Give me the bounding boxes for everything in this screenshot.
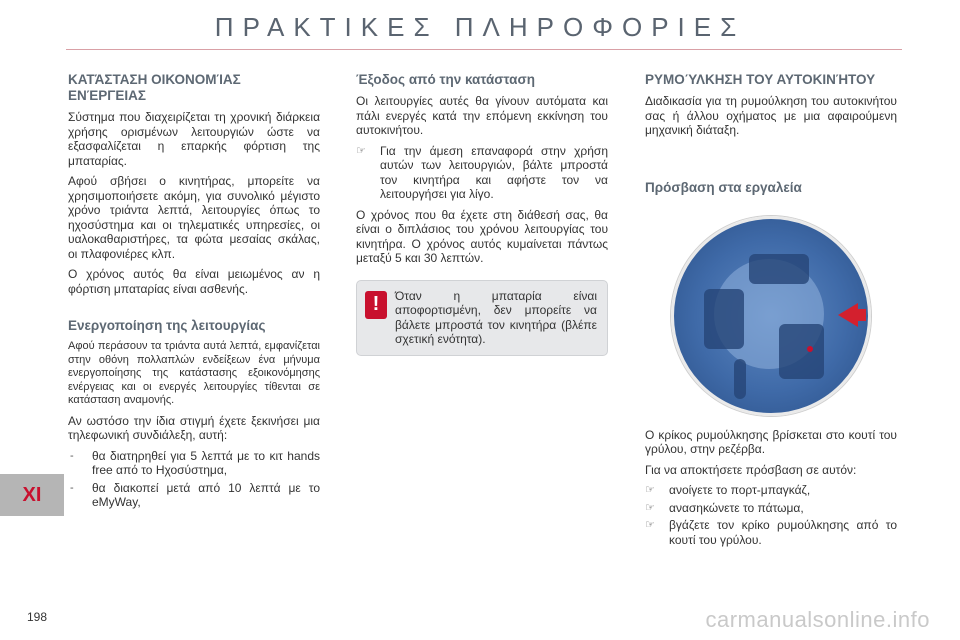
- list-item: [68, 449, 320, 478]
- column-energy-saving: [68, 72, 320, 510]
- section-heading-towing: ΡΥΜΟΎΛΚΗΣΗ ΤΟΥ ΑΥΤΟΚΙΝΉΤΟΥ: [645, 72, 876, 87]
- exclamation-warning-icon: !: [365, 291, 387, 319]
- paragraph: Ο χρόνος που θα έχετε στη διάθεσή σας, θα είναι ο διπλάσιος του χρόνου λειτουργίας του κινητήρα. Ο χρόνος αυτός κυμαίνεται πάντως μεταξύ 5 και 30 λεπτών.: [356, 207, 608, 265]
- paragraph: Ο κρίκος ρυμούλκησης βρίσκεται στο κουτί του γρύλου, στην ρεζέρβα.: [645, 427, 897, 456]
- column-towing: [645, 72, 897, 547]
- warning-box: [356, 280, 608, 356]
- pointing-hand-icon: ☞: [645, 484, 655, 496]
- tool-compartment: [749, 254, 809, 284]
- page-number: 198: [27, 610, 48, 624]
- list-item: [645, 501, 897, 516]
- paragraph: Αφού σβήσει ο κινητήρας, μπορείτε να χρησιμοποιήσετε ακόμη, για συνολικό μέγιστο χρόνο τριάντα λεπτά, λειτουργίες όπως το ηχοσύστημα και οι τηλεματικές υπηρεσίες, οι υαλοκαθαριστήρες, τα φώτα μεσαίας σκάλας, οι πλαφονιέρες κλπ.: [68, 174, 320, 261]
- list-item: [68, 481, 320, 510]
- jack-compartment: [704, 289, 744, 349]
- pointing-hand-icon: ☞: [356, 144, 366, 157]
- paragraph: Οι λειτουργίες αυτές θα γίνουν αυτόματα και πάλι ενεργές κατά την επόμενη εκκίνηση του αυτοκινήτου.: [356, 94, 608, 137]
- paragraph: Σύστημα που διαχειρίζεται τη χρονική διάρκεια χρήσης ορισμένων λειτουργιών ώστε να εξασφαλίζεται η επαρκής φόρτιση της μπαταρίας.: [68, 110, 320, 168]
- list-item: [645, 518, 897, 547]
- wheel-brace: [734, 359, 746, 399]
- section-heading-energy-saving: ΚΑΤΆΣΤΑΣΗ ΟΙΚΟΝΟΜΊΑΣ ΕΝΈΡΓΕΙΑΣ: [68, 72, 241, 103]
- list-item-text: ανασηκώνετε το πάτωμα,: [669, 500, 804, 515]
- list-item-text: ανοίγετε το πορτ-μπαγκάζ,: [669, 483, 811, 497]
- list-item-text: θα διατηρηθεί για 5 λεπτά με το κιτ hands free από το Ηχοσύστημα,: [92, 448, 320, 477]
- watermark: carmanualsonline.info: [705, 607, 930, 632]
- tool-access-steps-list: [645, 483, 897, 547]
- section-heading-tool-access: Πρόσβαση στα εργαλεία: [645, 179, 802, 195]
- column-exit-mode: [356, 72, 608, 356]
- call-behaviour-list: [68, 449, 320, 510]
- dash-marker: -: [70, 449, 74, 462]
- list-item: [645, 483, 897, 498]
- list-item: [356, 144, 608, 202]
- paragraph: Αν ωστόσο την ίδια στιγμή έχετε ξεκινήσει μια τηλεφωνική συνδιάλεξη, αυτή:: [68, 413, 320, 442]
- title-divider: [66, 49, 902, 50]
- pointing-hand-icon: ☞: [645, 519, 655, 531]
- paragraph: Ο χρόνος αυτός θα είναι μειωμένος αν η φόρτιση μπαταρίας είναι ασθενής.: [68, 267, 320, 296]
- page-title: ΠΡΑΚΤΙΚΕΣ ΠΛΗΡΟΦΟΡΙΕΣ: [214, 12, 746, 42]
- list-item-text: θα διακοπεί μετά από 10 λεπτά με το eMyWay,: [92, 480, 320, 509]
- chapter-tab: XI: [0, 474, 64, 516]
- paragraph: Αφού περάσουν τα τριάντα αυτά λεπτά, εμφανίζεται στην οθόνη πολλαπλών ενδείξεων ένα μήνυμα ενεργοποίησης της κατάστασης εξοικονόμησης ενέργειας και οι ενεργές λειτουργίες τίθενται σε κατάσταση αναμονής.: [68, 340, 320, 406]
- warning-text: Όταν η μπαταρία είναι αποφορτισμένη, δεν μπορείτε να βάλετε μπροστά τον κινητήρα (βλέπε σχετική ενότητα).: [395, 288, 597, 346]
- dash-marker: -: [70, 481, 74, 494]
- list-item-text: Για την άμεση επαναφορά στην χρήση αυτών των λειτουργιών, βάλτε μπροστά τον κινητήρα και αφήστε τον να λειτουργήσει για λίγο.: [380, 143, 608, 201]
- list-item-text: βγάζετε τον κρίκο ρυμούλκησης από το κουτί του γρύλου.: [669, 518, 897, 547]
- pointing-hand-icon: ☞: [645, 501, 655, 514]
- exit-instructions-list: [356, 144, 608, 202]
- red-marker: [807, 346, 813, 352]
- section-heading-activation: Ενεργοποίηση της λειτουργίας: [68, 318, 266, 333]
- section-heading-exit-mode: Έξοδος από την κατάσταση: [356, 72, 535, 87]
- towing-eye-arrow-icon: [838, 303, 858, 327]
- tool-compartment: [779, 324, 824, 379]
- paragraph: Για να αποκτήσετε πρόσβαση σε αυτόν:: [645, 462, 857, 477]
- paragraph: Διαδικασία για τη ρυμούλκηση του αυτοκινήτου σας ή άλλου οχήματος με μια αφαιρούμενη μηχανική διάταξη.: [645, 94, 897, 137]
- spare-wheel-tool-photo: [671, 216, 871, 416]
